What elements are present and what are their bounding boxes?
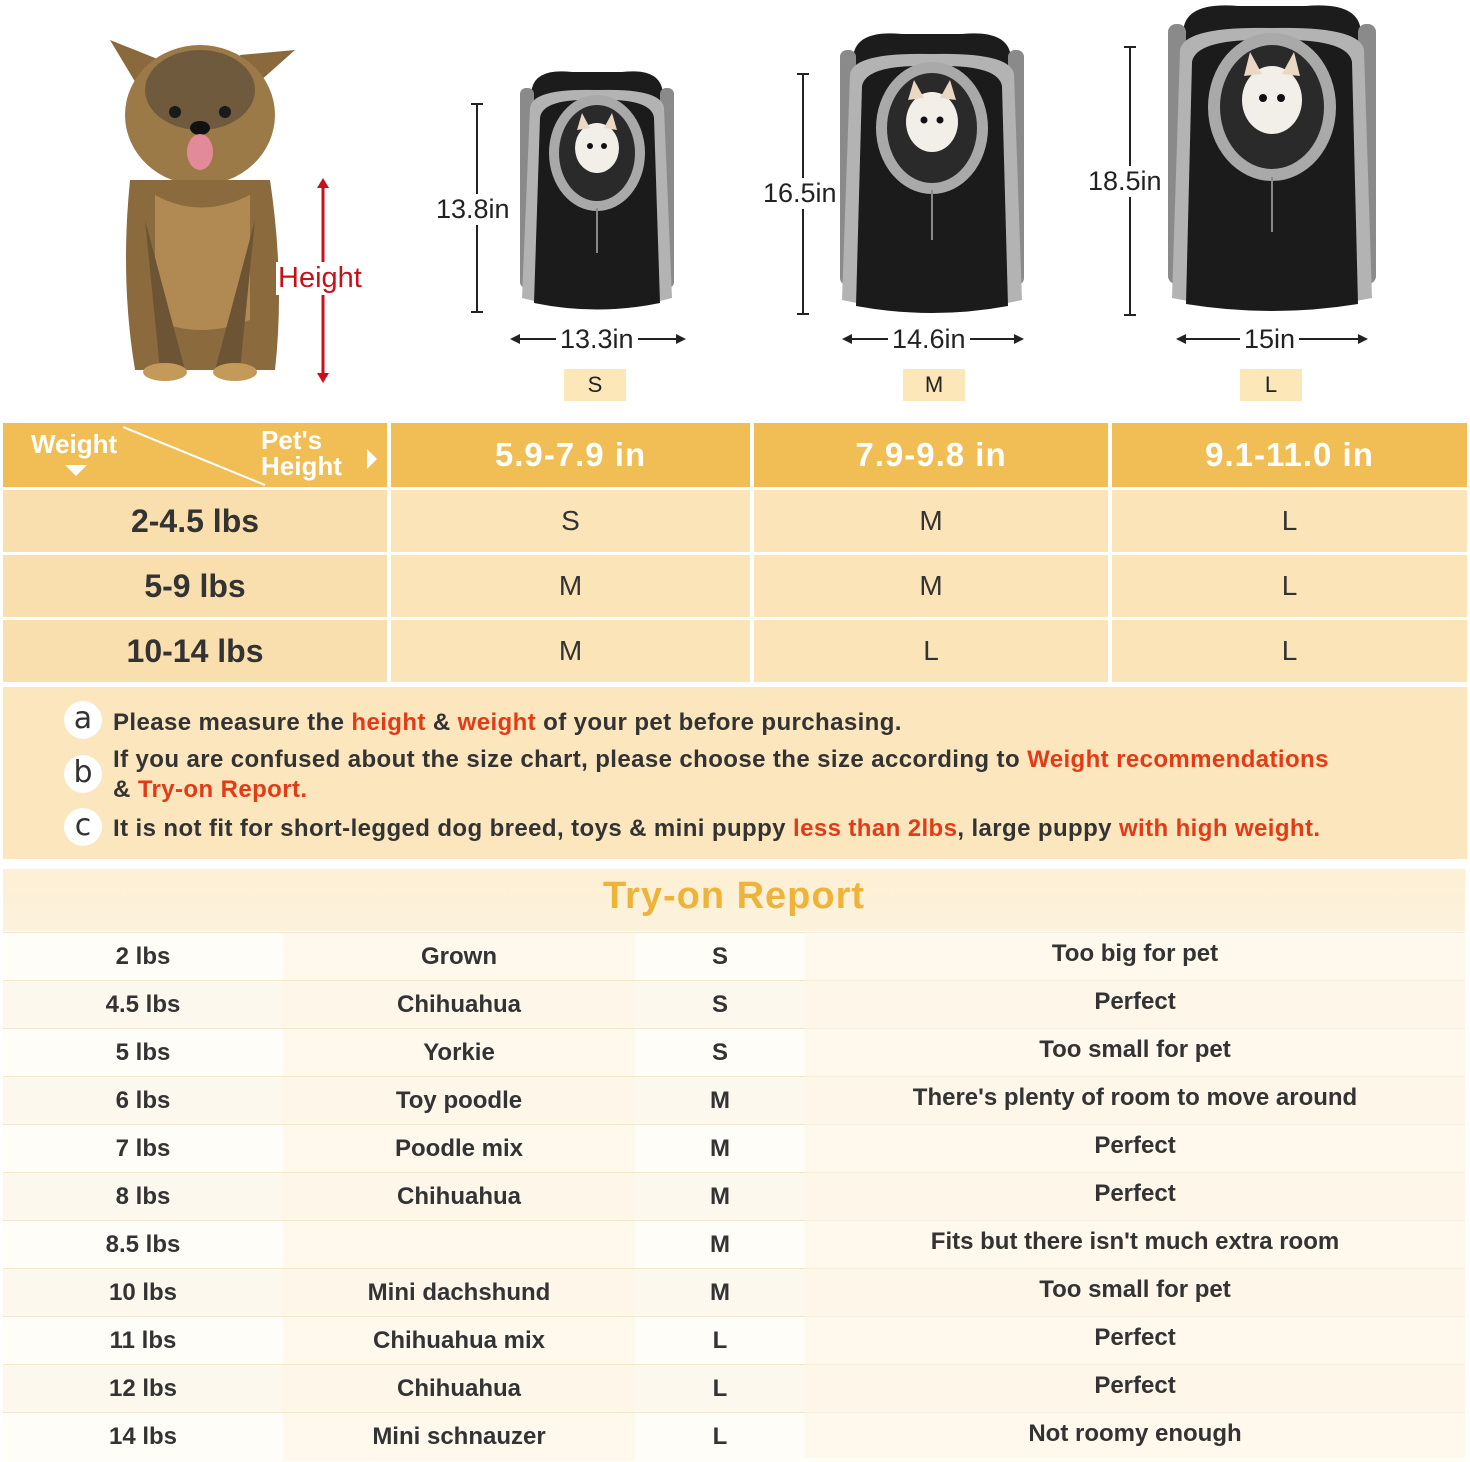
arrow-right-icon <box>367 449 377 469</box>
try-on-report <box>3 869 1465 1462</box>
report-breed: Chihuahua <box>283 1173 635 1221</box>
bullet-a: a <box>64 701 102 739</box>
report-result: Perfect <box>805 978 1465 1026</box>
report-size: M <box>710 1135 730 1162</box>
report-weight: 8 lbs <box>115 1183 171 1210</box>
report-size: M <box>710 1087 730 1114</box>
report-breed: Grown <box>283 933 635 981</box>
note-b: If you are confused about the size chart, please choose the size according to Weight recommendations & Try-on Report. <box>113 746 1329 803</box>
size-chip-l: L <box>1240 369 1302 401</box>
report-result: Too small for pet <box>805 1266 1465 1314</box>
size-cell: M <box>754 555 1108 617</box>
report-weight: 11 lbs <box>109 1327 177 1354</box>
report-breed: Toy poodle <box>283 1077 635 1125</box>
report-size: L <box>712 1423 728 1450</box>
table-corner-header <box>3 423 387 487</box>
report-weight: 2 lbs <box>115 943 171 970</box>
report-result: Perfect <box>805 1170 1465 1218</box>
dog-height-label: Height <box>278 262 362 294</box>
report-size: S <box>711 991 728 1018</box>
column-header: 9.1-11.0 in <box>1112 423 1467 487</box>
report-title: Try-on Report <box>602 875 866 917</box>
backpack-m-image <box>832 30 1032 320</box>
backpack-s-height: 13.8in <box>436 194 510 224</box>
report-row <box>3 1268 1465 1316</box>
report-result: Perfect <box>805 1314 1465 1362</box>
report-result: There's plenty of room to move around <box>805 1074 1465 1122</box>
product-illustration <box>0 0 1470 420</box>
report-weight: 8.5 lbs <box>105 1231 181 1258</box>
report-size: L <box>712 1375 728 1402</box>
report-size: L <box>712 1327 728 1354</box>
size-cell: M <box>391 555 750 617</box>
size-chip-m: M <box>903 369 965 401</box>
backpack-s-width: 13.3in <box>556 324 638 355</box>
size-cell: S <box>391 490 750 552</box>
report-row <box>3 1364 1465 1412</box>
sizing-notes <box>3 687 1467 859</box>
report-weight: 5 lbs <box>115 1039 171 1066</box>
report-result: Too big for pet <box>805 930 1465 978</box>
report-weight: 4.5 lbs <box>105 991 181 1018</box>
report-row <box>3 1028 1465 1076</box>
size-cell: L <box>1112 490 1467 552</box>
report-breed: Mini dachshund <box>283 1269 635 1317</box>
column-header: 5.9-7.9 in <box>391 423 750 487</box>
size-cell: L <box>1112 555 1467 617</box>
backpack-m-width: 14.6in <box>888 324 970 355</box>
backpack-l-image <box>1160 2 1384 318</box>
size-cell: L <box>754 620 1108 682</box>
yorkie-dog-image <box>90 20 310 385</box>
report-row <box>3 1172 1465 1220</box>
pet-height-axis-label: Pet's Height <box>261 425 342 481</box>
report-breed: Yorkie <box>283 1029 635 1077</box>
weight-row-label: 2-4.5 lbs <box>3 490 387 552</box>
report-breed: Chihuahua <box>283 981 635 1029</box>
report-row <box>3 1124 1465 1172</box>
report-breed: Chihuahua mix <box>283 1317 635 1365</box>
report-size: S <box>711 1039 728 1066</box>
report-weight: 7 lbs <box>115 1135 171 1162</box>
report-size: M <box>710 1231 730 1258</box>
weight-axis-label: Weight <box>31 429 118 459</box>
report-breed <box>283 1221 635 1269</box>
note-a: Please measure the height & weight of your pet before purchasing. <box>113 709 902 736</box>
size-cell: M <box>754 490 1108 552</box>
weight-row-label: 10-14 lbs <box>3 620 387 682</box>
report-row <box>3 1220 1465 1268</box>
report-result: Too small for pet <box>805 1026 1465 1074</box>
report-row <box>3 1076 1465 1124</box>
size-cell: L <box>1112 620 1467 682</box>
report-row <box>3 980 1465 1028</box>
report-breed: Poodle mix <box>283 1125 635 1173</box>
size-chip-s: S <box>564 369 626 401</box>
backpack-m-height: 16.5in <box>763 178 837 208</box>
report-result: Perfect <box>805 1122 1465 1170</box>
bullet-b: b <box>64 755 102 793</box>
note-c: It is not fit for short-legged dog breed, toys & mini puppy less than 2lbs, large puppy with high weight. <box>113 815 1321 842</box>
report-row <box>3 1316 1465 1364</box>
report-weight: 12 lbs <box>108 1375 178 1402</box>
report-row <box>3 932 1465 980</box>
report-size: M <box>710 1279 730 1306</box>
backpack-s-image <box>512 68 682 318</box>
report-weight: 14 lbs <box>108 1423 178 1450</box>
backpack-l-height: 18.5in <box>1088 166 1162 196</box>
backpack-l-width: 15in <box>1240 324 1299 355</box>
report-breed: Chihuahua <box>283 1365 635 1413</box>
report-weight: 10 lbs <box>108 1279 178 1306</box>
bullet-c: c <box>64 808 102 846</box>
report-size: M <box>710 1183 730 1210</box>
report-row <box>3 1412 1465 1460</box>
report-size: S <box>711 943 728 970</box>
column-header: 7.9-9.8 in <box>754 423 1108 487</box>
report-weight: 6 lbs <box>115 1087 171 1114</box>
report-result: Not roomy enough <box>805 1410 1465 1458</box>
weight-row-label: 5-9 lbs <box>3 555 387 617</box>
report-result: Fits but there isn't much extra room <box>805 1218 1465 1266</box>
report-breed: Mini schnauzer <box>283 1413 635 1461</box>
size-cell: M <box>391 620 750 682</box>
report-result: Perfect <box>805 1362 1465 1410</box>
